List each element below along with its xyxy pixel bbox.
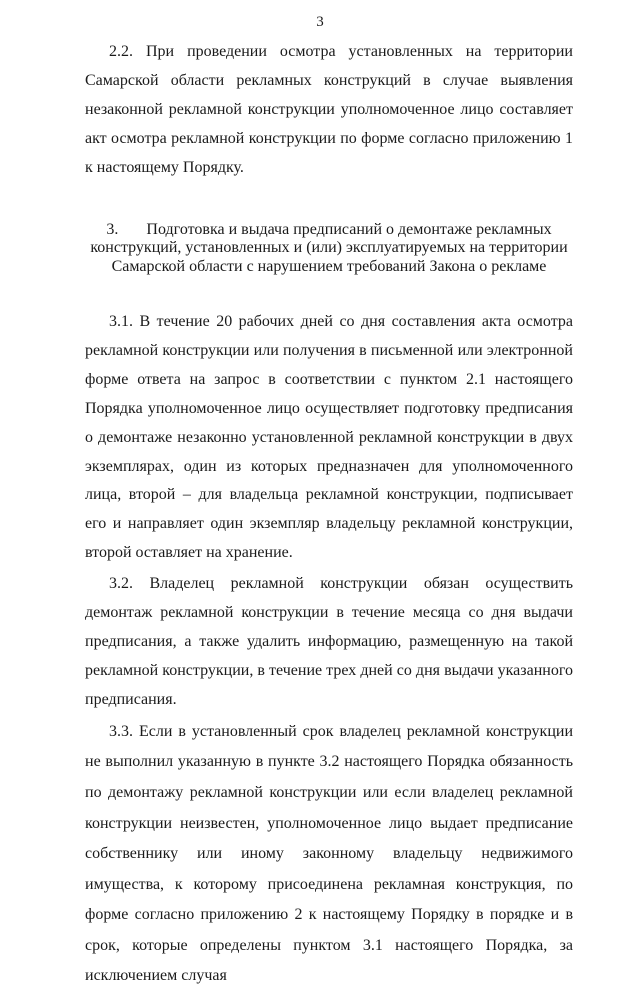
document-body [85,38,573,992]
paragraph-2-2: 2.2. При проведении осмотра установленных на территории Самарской области рекламных конструкций в случае выявления незаконной рекламной конструкции уполномоченное лицо составляет акт осмотра рекламной конструкции по форме согласно приложению 1 к настоящему Порядку. [85,43,573,176]
section-3-number: 3. [106,220,119,238]
section-3-heading [85,221,573,277]
paragraph-3-2: 3.2. Владелец рекламной конструкции обязан осуществить демонтаж рекламной конструкции в течение месяца со дня выдачи предписания, а также удалить информацию, размещенную на такой рекламной конструкции, в течение трех дней со дня выдачи указанного предписания. [85,575,573,708]
paragraph-3-1: 3.1. В течение 20 рабочих дней со дня составления акта осмотра рекламной конструкции или получения в письменной или электронной форме ответа на запрос в соответствии с пунктом 2.1 настоящего Порядка уполномоченное лицо осуществляет подготовку предписания о демонтаже незаконно установленной рекламной конструкции в двух экземплярах, один из которых предназначен для уполномоченного лица, второй – для владельца рекламной конструкции, подписывает его и направляет один экземпляр владельцу рекламной конструкции, второй оставляет на хранение. [85,313,573,562]
section-3-title: Подготовка и выдача предписаний о демонтаже рекламных конструкций, установленных и (или) эксплуатируемых на территории Самарской области с нарушением требований Закона о рекламе [90,220,568,275]
paragraph-3-3: 3.3. Если в установленный срок владелец рекламной конструкции не выполнил указанную в пункте 3.2 настоящего Порядка обязанность по демонтажу рекламной конструкции или если владелец рекламной конструкции неизвестен, уполномоченное лицо выдает предписание собственнику или иному законному владельцу недвижимого имущества, к которому присоединена рекламная конструкция, по форме согласно приложению 2 к настоящему Порядку в порядке и в срок, которые определены пунктом 3.1 настоящего Порядка, за исключением случая [85,722,573,985]
page-number: 3 [316,14,324,30]
